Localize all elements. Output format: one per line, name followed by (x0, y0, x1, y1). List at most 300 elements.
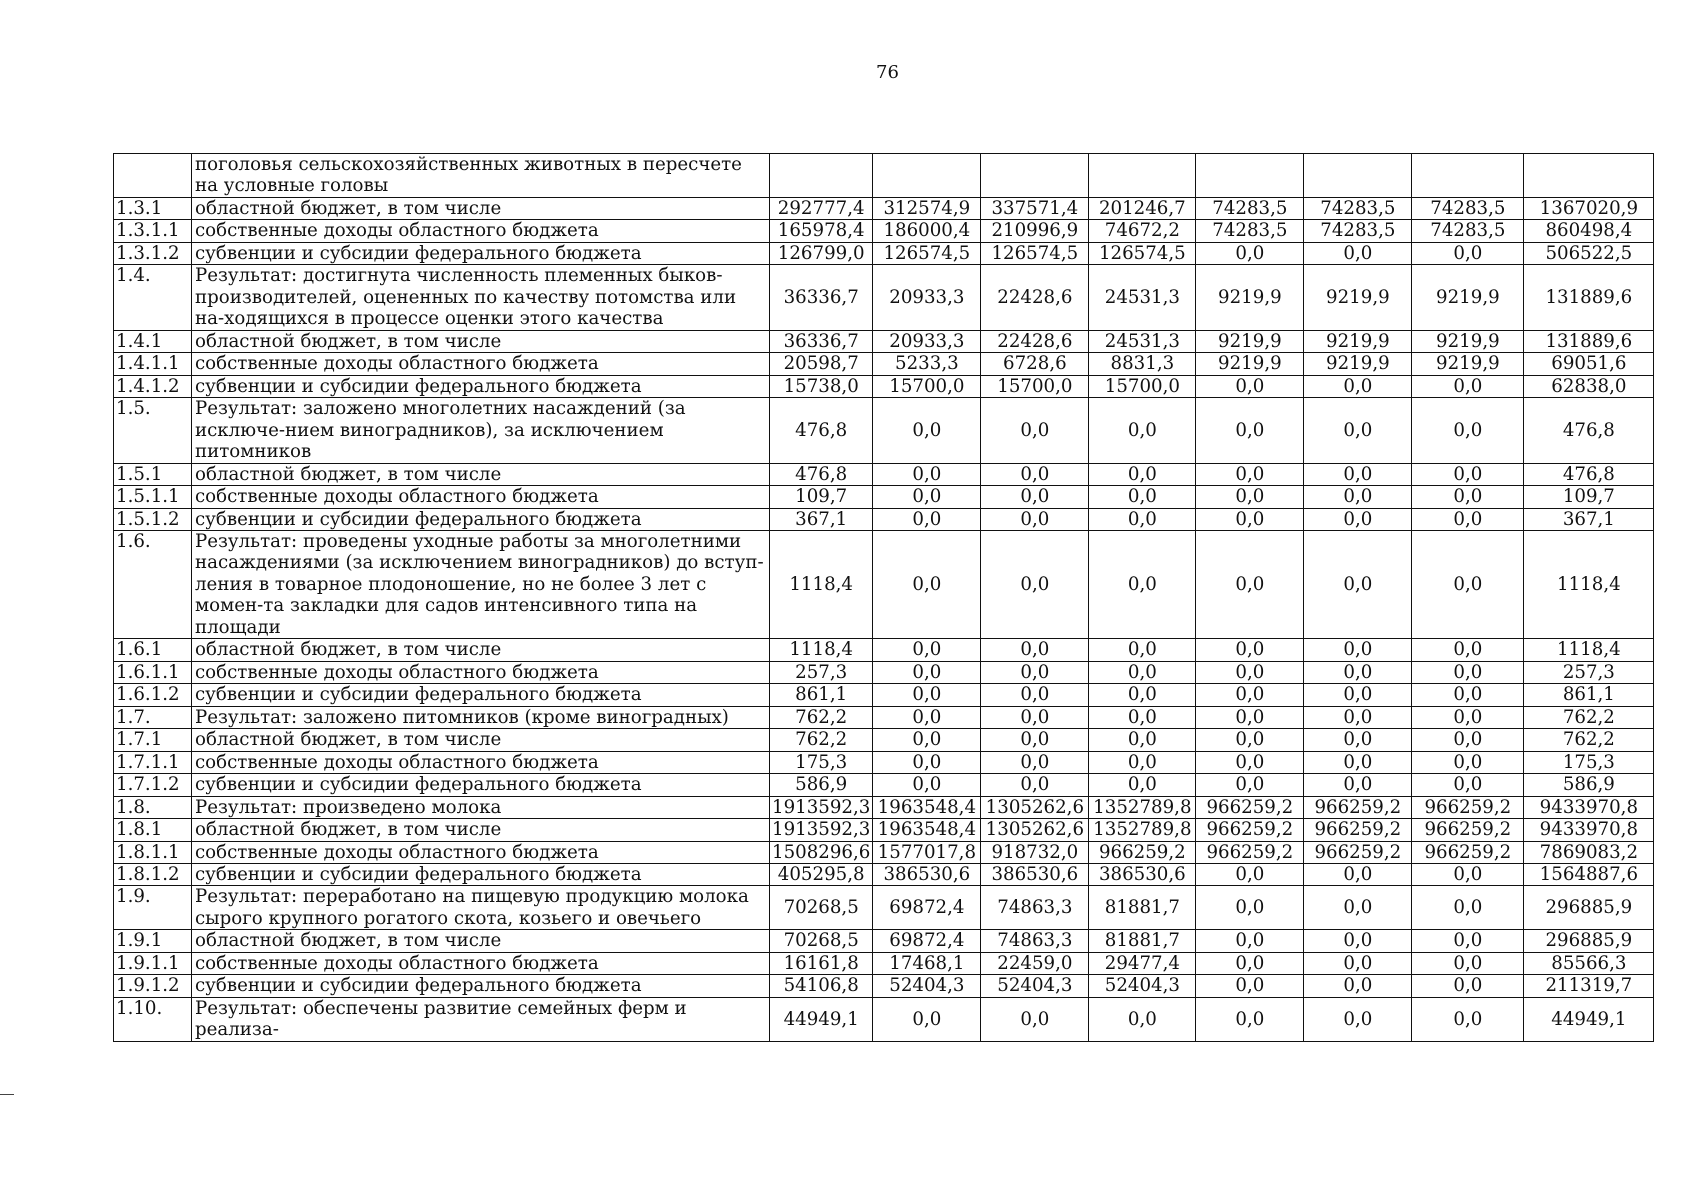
value-cell-col-1: 44949,1 (770, 997, 873, 1041)
value-cell-col-8: 762,2 (1524, 729, 1654, 751)
value-cell-col-8: 69051,6 (1524, 353, 1654, 375)
table-row (114, 530, 1654, 638)
value-cell-col-7: 0,0 (1412, 997, 1524, 1041)
value-cell-col-6: 0,0 (1304, 864, 1412, 886)
value-cell-col-2: 0,0 (873, 661, 981, 683)
value-cell-col-7: 966259,2 (1412, 819, 1524, 841)
value-cell-col-8: 1564887,6 (1524, 864, 1654, 886)
value-cell-col-8: 762,2 (1524, 706, 1654, 728)
value-cell-col-1: 36336,7 (770, 330, 873, 352)
table-row (114, 729, 1654, 751)
value-cell-col-1: 1508296,6 (770, 841, 873, 863)
row-code: 1.7. (114, 706, 192, 728)
value-cell-col-5: 0,0 (1196, 684, 1304, 706)
row-description: Результат: произведено молока (192, 796, 770, 818)
value-cell-col-4: 0,0 (1089, 684, 1196, 706)
value-cell-col-4: 81881,7 (1089, 930, 1196, 952)
value-cell-col-2: 126574,5 (873, 242, 981, 264)
table-body (114, 154, 1654, 1042)
row-description: собственные доходы областного бюджета (192, 486, 770, 508)
table-row (114, 508, 1654, 530)
value-cell-col-6: 0,0 (1304, 375, 1412, 397)
value-cell-col-4: 0,0 (1089, 997, 1196, 1041)
value-cell-col-1: 70268,5 (770, 886, 873, 930)
table-row (114, 684, 1654, 706)
row-code: 1.8.1 (114, 819, 192, 841)
row-description: областной бюджет, в том числе (192, 819, 770, 841)
value-cell-col-3: 210996,9 (981, 220, 1089, 242)
row-code: 1.8.1.1 (114, 841, 192, 863)
value-cell-col-1: 861,1 (770, 684, 873, 706)
row-code: 1.3.1.2 (114, 242, 192, 264)
value-cell-col-8: 1367020,9 (1524, 197, 1654, 219)
value-cell-col-1: 175,3 (770, 751, 873, 773)
value-cell-col-8: 9433970,8 (1524, 796, 1654, 818)
value-cell-col-7: 0,0 (1412, 729, 1524, 751)
value-cell-col-1: 15738,0 (770, 375, 873, 397)
value-cell-col-5: 0,0 (1196, 463, 1304, 485)
value-cell-col-8: 44949,1 (1524, 997, 1654, 1041)
value-cell-col-8 (1524, 154, 1654, 198)
value-cell-col-7: 0,0 (1412, 864, 1524, 886)
value-cell-col-8: 1118,4 (1524, 639, 1654, 661)
value-cell-col-1: 1118,4 (770, 530, 873, 638)
value-cell-col-7: 966259,2 (1412, 796, 1524, 818)
row-code (114, 154, 192, 198)
value-cell-col-1: 126799,0 (770, 242, 873, 264)
value-cell-col-4: 0,0 (1089, 398, 1196, 463)
value-cell-col-3: 386530,6 (981, 864, 1089, 886)
row-code: 1.6.1.2 (114, 684, 192, 706)
value-cell-col-3: 74863,3 (981, 886, 1089, 930)
value-cell-col-5 (1196, 154, 1304, 198)
value-cell-col-7: 0,0 (1412, 398, 1524, 463)
value-cell-col-2: 186000,4 (873, 220, 981, 242)
value-cell-col-7: 0,0 (1412, 530, 1524, 638)
value-cell-col-2: 0,0 (873, 486, 981, 508)
value-cell-col-1: 762,2 (770, 706, 873, 728)
row-description: субвенции и субсидии федерального бюджета (192, 975, 770, 997)
value-cell-col-2: 17468,1 (873, 952, 981, 974)
value-cell-col-6: 0,0 (1304, 706, 1412, 728)
value-cell-col-1: 1913592,3 (770, 819, 873, 841)
row-description: субвенции и субсидии федерального бюджета (192, 508, 770, 530)
value-cell-col-5: 0,0 (1196, 486, 1304, 508)
value-cell-col-7: 74283,5 (1412, 197, 1524, 219)
row-code: 1.7.1.1 (114, 751, 192, 773)
value-cell-col-7: 0,0 (1412, 661, 1524, 683)
table-row (114, 975, 1654, 997)
value-cell-col-1: 20598,7 (770, 353, 873, 375)
row-code: 1.9.1.1 (114, 952, 192, 974)
value-cell-col-8: 211319,7 (1524, 975, 1654, 997)
value-cell-col-5: 0,0 (1196, 375, 1304, 397)
value-cell-col-8: 506522,5 (1524, 242, 1654, 264)
value-cell-col-3: 0,0 (981, 706, 1089, 728)
value-cell-col-1: 292777,4 (770, 197, 873, 219)
value-cell-col-5: 9219,9 (1196, 265, 1304, 330)
value-cell-col-2: 0,0 (873, 398, 981, 463)
table-row (114, 706, 1654, 728)
row-code: 1.6. (114, 530, 192, 638)
row-description: собственные доходы областного бюджета (192, 220, 770, 242)
value-cell-col-1: 70268,5 (770, 930, 873, 952)
row-description: областной бюджет, в том числе (192, 197, 770, 219)
value-cell-col-5: 9219,9 (1196, 330, 1304, 352)
value-cell-col-8: 85566,3 (1524, 952, 1654, 974)
value-cell-col-4: 0,0 (1089, 530, 1196, 638)
value-cell-col-3: 52404,3 (981, 975, 1089, 997)
value-cell-col-3: 0,0 (981, 997, 1089, 1041)
value-cell-col-7: 0,0 (1412, 508, 1524, 530)
row-code: 1.7.1.2 (114, 774, 192, 796)
value-cell-col-5: 0,0 (1196, 661, 1304, 683)
value-cell-col-8: 62838,0 (1524, 375, 1654, 397)
value-cell-col-8: 1118,4 (1524, 530, 1654, 638)
value-cell-col-2: 0,0 (873, 751, 981, 773)
value-cell-col-3: 0,0 (981, 486, 1089, 508)
value-cell-col-7: 0,0 (1412, 639, 1524, 661)
value-cell-col-8: 131889,6 (1524, 265, 1654, 330)
table-row (114, 463, 1654, 485)
value-cell-col-3: 0,0 (981, 774, 1089, 796)
table-row (114, 841, 1654, 863)
value-cell-col-4: 0,0 (1089, 486, 1196, 508)
value-cell-col-6: 0,0 (1304, 508, 1412, 530)
table-row (114, 154, 1654, 198)
value-cell-col-4 (1089, 154, 1196, 198)
row-description: поголовья сельскохозяйственных животных в пересчете на условные головы (192, 154, 770, 198)
value-cell-col-3: 126574,5 (981, 242, 1089, 264)
table-row (114, 661, 1654, 683)
row-description: субвенции и субсидии федерального бюджета (192, 684, 770, 706)
value-cell-col-8: 586,9 (1524, 774, 1654, 796)
table-row (114, 997, 1654, 1041)
value-cell-col-2: 1577017,8 (873, 841, 981, 863)
row-description: собственные доходы областного бюджета (192, 841, 770, 863)
value-cell-col-1: 367,1 (770, 508, 873, 530)
value-cell-col-6: 0,0 (1304, 930, 1412, 952)
value-cell-col-3: 0,0 (981, 639, 1089, 661)
value-cell-col-3: 0,0 (981, 751, 1089, 773)
value-cell-col-2: 1963548,4 (873, 796, 981, 818)
row-code: 1.6.1 (114, 639, 192, 661)
value-cell-col-6: 966259,2 (1304, 819, 1412, 841)
table-row (114, 819, 1654, 841)
value-cell-col-7: 0,0 (1412, 486, 1524, 508)
row-description: областной бюджет, в том числе (192, 330, 770, 352)
value-cell-col-2: 52404,3 (873, 975, 981, 997)
budget-table-container (113, 153, 1654, 1042)
value-cell-col-4: 74672,2 (1089, 220, 1196, 242)
value-cell-col-6: 0,0 (1304, 997, 1412, 1041)
value-cell-col-7: 0,0 (1412, 706, 1524, 728)
table-row (114, 774, 1654, 796)
value-cell-col-3: 15700,0 (981, 375, 1089, 397)
row-code: 1.4.1.2 (114, 375, 192, 397)
value-cell-col-2: 0,0 (873, 684, 981, 706)
row-code: 1.6.1.1 (114, 661, 192, 683)
value-cell-col-7: 9219,9 (1412, 330, 1524, 352)
value-cell-col-7: 0,0 (1412, 684, 1524, 706)
value-cell-col-8: 476,8 (1524, 398, 1654, 463)
value-cell-col-6: 0,0 (1304, 639, 1412, 661)
budget-table (113, 153, 1654, 1042)
value-cell-col-7: 0,0 (1412, 375, 1524, 397)
row-description: областной бюджет, в том числе (192, 639, 770, 661)
value-cell-col-5: 0,0 (1196, 242, 1304, 264)
value-cell-col-8: 861,1 (1524, 684, 1654, 706)
value-cell-col-6: 0,0 (1304, 886, 1412, 930)
value-cell-col-4: 126574,5 (1089, 242, 1196, 264)
value-cell-col-1 (770, 154, 873, 198)
row-description: собственные доходы областного бюджета (192, 353, 770, 375)
value-cell-col-4: 201246,7 (1089, 197, 1196, 219)
value-cell-col-6: 0,0 (1304, 661, 1412, 683)
value-cell-col-2: 5233,3 (873, 353, 981, 375)
value-cell-col-7: 0,0 (1412, 774, 1524, 796)
value-cell-col-2 (873, 154, 981, 198)
value-cell-col-6: 0,0 (1304, 751, 1412, 773)
row-description: субвенции и субсидии федерального бюджета (192, 864, 770, 886)
row-code: 1.3.1.1 (114, 220, 192, 242)
value-cell-col-6: 9219,9 (1304, 330, 1412, 352)
value-cell-col-1: 405295,8 (770, 864, 873, 886)
value-cell-col-1: 16161,8 (770, 952, 873, 974)
table-row (114, 330, 1654, 352)
value-cell-col-4: 966259,2 (1089, 841, 1196, 863)
value-cell-col-1: 1118,4 (770, 639, 873, 661)
value-cell-col-4: 1352789,8 (1089, 796, 1196, 818)
row-code: 1.7.1 (114, 729, 192, 751)
value-cell-col-6: 966259,2 (1304, 841, 1412, 863)
value-cell-col-2: 0,0 (873, 508, 981, 530)
value-cell-col-3: 74863,3 (981, 930, 1089, 952)
value-cell-col-2: 0,0 (873, 774, 981, 796)
value-cell-col-5: 966259,2 (1196, 796, 1304, 818)
value-cell-col-5: 0,0 (1196, 729, 1304, 751)
table-row (114, 639, 1654, 661)
value-cell-col-7: 0,0 (1412, 975, 1524, 997)
value-cell-col-2: 0,0 (873, 729, 981, 751)
value-cell-col-5: 0,0 (1196, 639, 1304, 661)
row-code: 1.9. (114, 886, 192, 930)
value-cell-col-5: 0,0 (1196, 508, 1304, 530)
value-cell-col-5: 74283,5 (1196, 197, 1304, 219)
row-description: субвенции и субсидии федерального бюджета (192, 774, 770, 796)
row-description: Результат: заложено многолетних насаждений (за исключе-нием виноградников), за исключением питомников (192, 398, 770, 463)
row-code: 1.4. (114, 265, 192, 330)
table-row (114, 398, 1654, 463)
value-cell-col-7: 9219,9 (1412, 265, 1524, 330)
value-cell-col-5: 0,0 (1196, 997, 1304, 1041)
value-cell-col-5: 0,0 (1196, 952, 1304, 974)
value-cell-col-3: 6728,6 (981, 353, 1089, 375)
row-description: субвенции и субсидии федерального бюджета (192, 242, 770, 264)
value-cell-col-8: 476,8 (1524, 463, 1654, 485)
value-cell-col-4: 8831,3 (1089, 353, 1196, 375)
value-cell-col-2: 69872,4 (873, 930, 981, 952)
value-cell-col-6: 74283,5 (1304, 220, 1412, 242)
row-description: Результат: достигнута численность племенных быков-производителей, оцененных по качеству потомства или на-ходящихся в процессе оценки этого качества (192, 265, 770, 330)
value-cell-col-1: 476,8 (770, 398, 873, 463)
value-cell-col-2: 1963548,4 (873, 819, 981, 841)
value-cell-col-3: 0,0 (981, 729, 1089, 751)
value-cell-col-6: 0,0 (1304, 774, 1412, 796)
value-cell-col-4: 0,0 (1089, 661, 1196, 683)
row-description: областной бюджет, в том числе (192, 930, 770, 952)
value-cell-col-3: 337571,4 (981, 197, 1089, 219)
value-cell-col-5: 0,0 (1196, 886, 1304, 930)
table-row (114, 265, 1654, 330)
table-row (114, 886, 1654, 930)
value-cell-col-6: 0,0 (1304, 975, 1412, 997)
value-cell-col-1: 476,8 (770, 463, 873, 485)
value-cell-col-6: 0,0 (1304, 463, 1412, 485)
value-cell-col-8: 175,3 (1524, 751, 1654, 773)
value-cell-col-8: 7869083,2 (1524, 841, 1654, 863)
value-cell-col-2: 0,0 (873, 997, 981, 1041)
value-cell-col-1: 762,2 (770, 729, 873, 751)
value-cell-col-2: 15700,0 (873, 375, 981, 397)
table-row (114, 486, 1654, 508)
value-cell-col-6: 9219,9 (1304, 265, 1412, 330)
value-cell-col-7: 74283,5 (1412, 220, 1524, 242)
value-cell-col-7: 0,0 (1412, 952, 1524, 974)
value-cell-col-7 (1412, 154, 1524, 198)
value-cell-col-6: 0,0 (1304, 684, 1412, 706)
value-cell-col-3 (981, 154, 1089, 198)
value-cell-col-1: 1913592,3 (770, 796, 873, 818)
table-row (114, 952, 1654, 974)
value-cell-col-7: 966259,2 (1412, 841, 1524, 863)
row-code: 1.5.1.1 (114, 486, 192, 508)
value-cell-col-6: 0,0 (1304, 242, 1412, 264)
table-row (114, 242, 1654, 264)
table-row (114, 796, 1654, 818)
value-cell-col-3: 22428,6 (981, 265, 1089, 330)
value-cell-col-3: 0,0 (981, 661, 1089, 683)
table-row (114, 375, 1654, 397)
table-row (114, 197, 1654, 219)
value-cell-col-1: 109,7 (770, 486, 873, 508)
value-cell-col-6: 0,0 (1304, 486, 1412, 508)
value-cell-col-8: 131889,6 (1524, 330, 1654, 352)
value-cell-col-2: 0,0 (873, 706, 981, 728)
value-cell-col-1: 54106,8 (770, 975, 873, 997)
value-cell-col-6: 74283,5 (1304, 197, 1412, 219)
value-cell-col-3: 0,0 (981, 530, 1089, 638)
value-cell-col-3: 22459,0 (981, 952, 1089, 974)
value-cell-col-4: 0,0 (1089, 463, 1196, 485)
value-cell-col-4: 0,0 (1089, 729, 1196, 751)
value-cell-col-8: 860498,4 (1524, 220, 1654, 242)
value-cell-col-3: 1305262,6 (981, 819, 1089, 841)
table-row (114, 353, 1654, 375)
value-cell-col-5: 0,0 (1196, 751, 1304, 773)
value-cell-col-3: 1305262,6 (981, 796, 1089, 818)
table-row (114, 751, 1654, 773)
value-cell-col-5: 0,0 (1196, 774, 1304, 796)
row-description: собственные доходы областного бюджета (192, 751, 770, 773)
row-code: 1.8. (114, 796, 192, 818)
value-cell-col-5: 0,0 (1196, 530, 1304, 638)
value-cell-col-7: 0,0 (1412, 886, 1524, 930)
value-cell-col-4: 24531,3 (1089, 330, 1196, 352)
value-cell-col-3: 22428,6 (981, 330, 1089, 352)
value-cell-col-5: 966259,2 (1196, 841, 1304, 863)
row-description: собственные доходы областного бюджета (192, 661, 770, 683)
value-cell-col-8: 296885,9 (1524, 886, 1654, 930)
value-cell-col-4: 81881,7 (1089, 886, 1196, 930)
row-description: Результат: обеспечены развитие семейных ферм и реализа- (192, 997, 770, 1041)
row-code: 1.4.1.1 (114, 353, 192, 375)
value-cell-col-3: 0,0 (981, 398, 1089, 463)
value-cell-col-7: 0,0 (1412, 751, 1524, 773)
table-row (114, 864, 1654, 886)
row-code: 1.5.1.2 (114, 508, 192, 530)
page-number: 76 (876, 62, 899, 83)
row-code: 1.9.1 (114, 930, 192, 952)
value-cell-col-6: 0,0 (1304, 398, 1412, 463)
value-cell-col-4: 52404,3 (1089, 975, 1196, 997)
value-cell-col-6: 0,0 (1304, 530, 1412, 638)
value-cell-col-5: 0,0 (1196, 930, 1304, 952)
row-code: 1.9.1.2 (114, 975, 192, 997)
value-cell-col-4: 0,0 (1089, 751, 1196, 773)
value-cell-col-7: 9219,9 (1412, 353, 1524, 375)
value-cell-col-4: 0,0 (1089, 639, 1196, 661)
value-cell-col-7: 0,0 (1412, 242, 1524, 264)
row-code: 1.8.1.2 (114, 864, 192, 886)
row-description: Результат: переработано на пищевую продукцию молока сырого крупного рогатого скота, козьего и овечьего (192, 886, 770, 930)
value-cell-col-1: 36336,7 (770, 265, 873, 330)
value-cell-col-5: 0,0 (1196, 706, 1304, 728)
value-cell-col-3: 0,0 (981, 684, 1089, 706)
value-cell-col-5: 9219,9 (1196, 353, 1304, 375)
value-cell-col-8: 9433970,8 (1524, 819, 1654, 841)
value-cell-col-2: 20933,3 (873, 330, 981, 352)
row-description: областной бюджет, в том числе (192, 729, 770, 751)
row-code: 1.10. (114, 997, 192, 1041)
value-cell-col-2: 69872,4 (873, 886, 981, 930)
row-description: Результат: заложено питомников (кроме виноградных) (192, 706, 770, 728)
value-cell-col-2: 0,0 (873, 530, 981, 638)
value-cell-col-8: 367,1 (1524, 508, 1654, 530)
value-cell-col-6 (1304, 154, 1412, 198)
value-cell-col-3: 918732,0 (981, 841, 1089, 863)
row-code: 1.5.1 (114, 463, 192, 485)
value-cell-col-1: 165978,4 (770, 220, 873, 242)
value-cell-col-5: 0,0 (1196, 975, 1304, 997)
value-cell-col-5: 966259,2 (1196, 819, 1304, 841)
row-description: собственные доходы областного бюджета (192, 952, 770, 974)
value-cell-col-4: 386530,6 (1089, 864, 1196, 886)
value-cell-col-1: 586,9 (770, 774, 873, 796)
value-cell-col-4: 0,0 (1089, 508, 1196, 530)
row-code: 1.5. (114, 398, 192, 463)
value-cell-col-5: 0,0 (1196, 864, 1304, 886)
value-cell-col-6: 9219,9 (1304, 353, 1412, 375)
value-cell-col-7: 0,0 (1412, 463, 1524, 485)
value-cell-col-8: 257,3 (1524, 661, 1654, 683)
value-cell-col-2: 0,0 (873, 463, 981, 485)
value-cell-col-6: 0,0 (1304, 729, 1412, 751)
value-cell-col-7: 0,0 (1412, 930, 1524, 952)
row-description: Результат: проведены уходные работы за многолетними насаждениями (за исключением виноградников) до вступ-ления в товарное плодоношение, но не более 3 лет с момен-та закладки для садов интенсивного типа на площади (192, 530, 770, 638)
margin-mark (0, 1094, 14, 1095)
value-cell-col-2: 312574,9 (873, 197, 981, 219)
